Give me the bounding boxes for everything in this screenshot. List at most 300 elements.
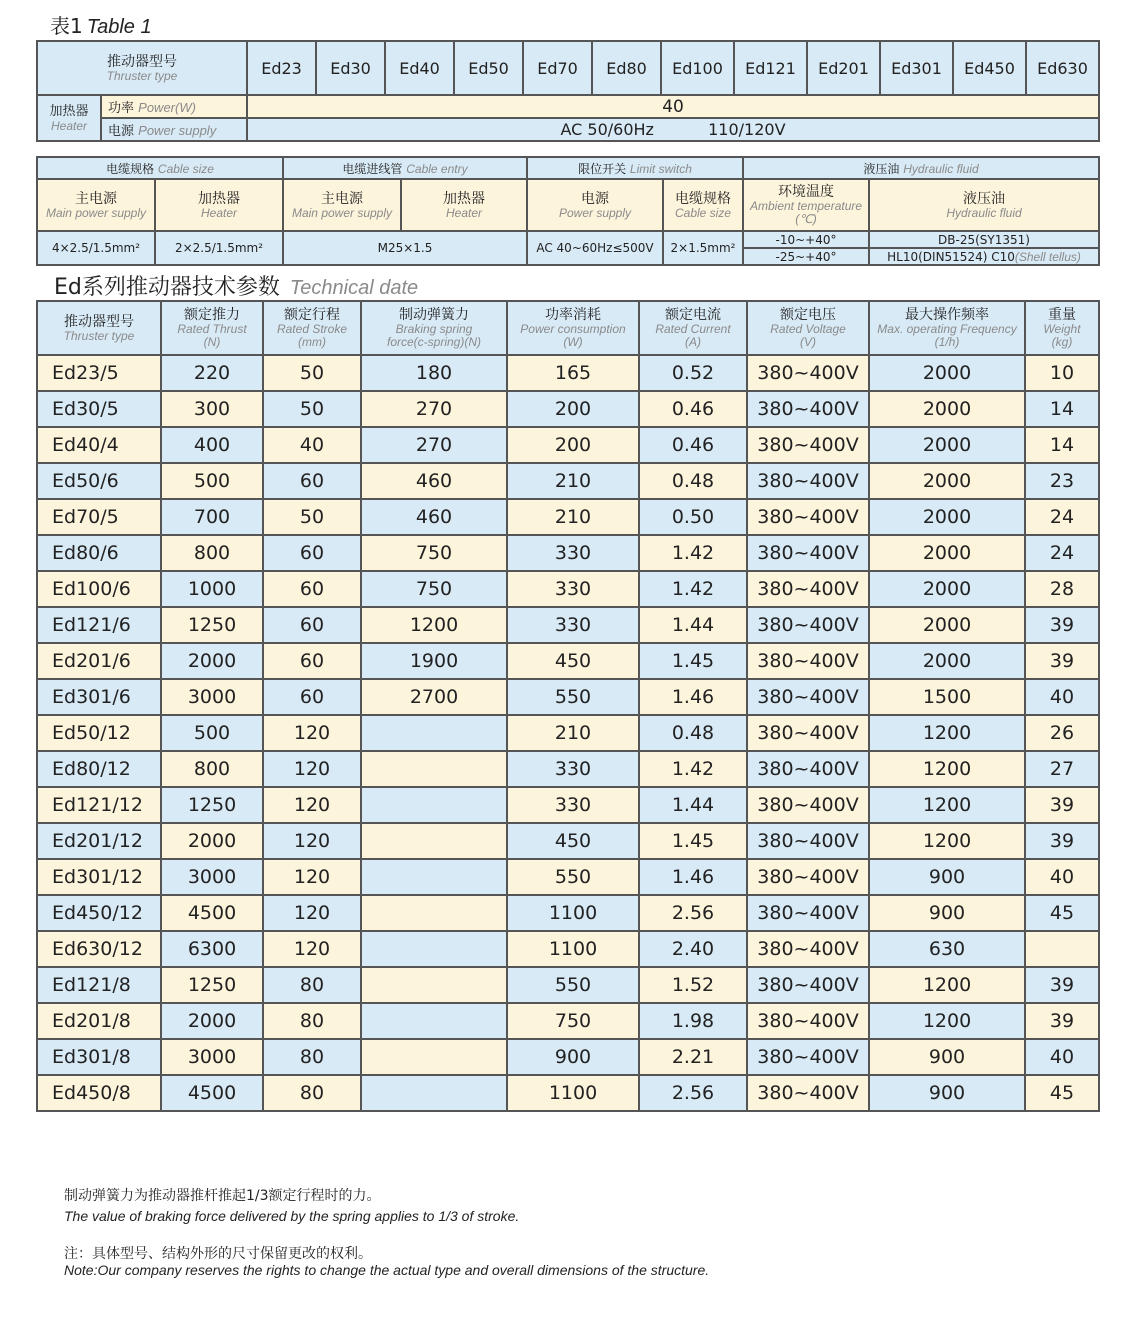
- tech-value-cell: 200: [507, 391, 639, 427]
- tech-value-cell: 80: [263, 1039, 361, 1075]
- tech-value-cell: 1000: [161, 571, 263, 607]
- tech-value-cell: 900: [869, 1039, 1025, 1075]
- tech-value-cell: 400: [161, 427, 263, 463]
- supply-value: [247, 118, 1099, 141]
- tech-header-en: Power consumption: [520, 322, 626, 336]
- tech-value-cell: [361, 895, 507, 931]
- tech-value-cell: 80: [263, 1003, 361, 1039]
- tech-value-cell: [361, 823, 507, 859]
- tech-value-cell: 50: [263, 391, 361, 427]
- model-name-cell: Ed450/8: [37, 1075, 161, 1111]
- tech-value-cell: 2700: [361, 679, 507, 715]
- tech-table-row: [37, 1075, 1099, 1111]
- tech-value-cell: 380~400V: [747, 967, 869, 1003]
- tech-value-cell: 3000: [161, 859, 263, 895]
- tech-value-cell: 380~400V: [747, 715, 869, 751]
- tech-value-cell: 1.42: [639, 751, 747, 787]
- tech-header-zh: 重量: [1048, 307, 1076, 323]
- tech-value-cell: 380~400V: [747, 1003, 869, 1039]
- tech-value-cell: 24: [1025, 535, 1099, 571]
- table1-title-en: Table 1: [86, 16, 152, 38]
- main-power2-zh: 主电源: [321, 190, 363, 207]
- tech-header-en: Thruster type: [63, 328, 135, 343]
- tech-header-en: Max. operating Frequency: [877, 322, 1017, 336]
- model-name-cell: Ed301/8: [37, 1039, 161, 1075]
- tech-value-cell: 27: [1025, 751, 1099, 787]
- tech-header-cell: [507, 301, 639, 355]
- tech-value-cell: 1.42: [639, 535, 747, 571]
- tech-value-cell: 1200: [869, 787, 1025, 823]
- tech-value-cell: 0.46: [639, 391, 747, 427]
- tech-value-cell: 2000: [161, 643, 263, 679]
- model-name-cell: Ed70/5: [37, 499, 161, 535]
- tech-value-cell: 210: [507, 463, 639, 499]
- tech-value-cell: 39: [1025, 607, 1099, 643]
- tech-value-cell: 380~400V: [747, 535, 869, 571]
- tech-table-row: [37, 751, 1099, 787]
- tech-header-unit: force(c-spring)(N): [386, 335, 481, 349]
- tech-value-cell: [361, 1075, 507, 1111]
- tech-table-row: [37, 895, 1099, 931]
- tech-value-cell: 120: [263, 895, 361, 931]
- tech-value-cell: 2000: [869, 643, 1025, 679]
- tech-value-cell: 4500: [161, 895, 263, 931]
- tech-value-cell: 2000: [869, 427, 1025, 463]
- heater-label: [37, 95, 101, 141]
- main-power-header: [37, 179, 155, 231]
- tech-header-zh: 功率消耗: [545, 307, 601, 323]
- cable-size-zh: 电缆规格: [106, 161, 155, 176]
- fluid-header: [869, 179, 1099, 231]
- tech-value-cell: 1200: [869, 751, 1025, 787]
- tech-value-cell: 1.45: [639, 823, 747, 859]
- tech-value-cell: 120: [263, 787, 361, 823]
- tech-value-cell: 1250: [161, 607, 263, 643]
- main-power-en: Main power supply: [45, 205, 147, 220]
- temp-value-2: -25~+40°: [743, 248, 869, 265]
- tech-value-cell: 40: [1025, 859, 1099, 895]
- tech-value-cell: 2.56: [639, 1075, 747, 1111]
- heater-zh: 加热器: [49, 103, 89, 119]
- tech-value-cell: 180: [361, 355, 507, 391]
- tech-value-cell: 4500: [161, 1075, 263, 1111]
- tech-value-cell: 1200: [869, 823, 1025, 859]
- tech-table-row: [37, 967, 1099, 1003]
- model-name-cell: Ed30/5: [37, 391, 161, 427]
- limit-switch-group: [527, 157, 743, 179]
- tech-value-cell: 1.46: [639, 859, 747, 895]
- tech-table-row: [37, 859, 1099, 895]
- tech-value-cell: 270: [361, 427, 507, 463]
- tech-table-row: [37, 1039, 1099, 1075]
- tech-header-unit: (1/h): [934, 335, 960, 349]
- tech-value-cell: 2.21: [639, 1039, 747, 1075]
- tech-header-en: Weight: [1043, 322, 1081, 336]
- tech-header-en: Rated Voltage: [770, 322, 846, 336]
- ambient-unit: (℃): [795, 212, 817, 226]
- tech-table-row: [37, 427, 1099, 463]
- model-cell: Ed50: [454, 41, 523, 95]
- accessories-table: [36, 156, 1100, 266]
- tech-value-cell: 2000: [869, 355, 1025, 391]
- ambient-zh: 环境温度: [778, 184, 835, 200]
- tech-value-cell: 0.46: [639, 427, 747, 463]
- tech-value-cell: 0.52: [639, 355, 747, 391]
- tech-value-cell: 550: [507, 967, 639, 1003]
- model-name-cell: Ed121/6: [37, 607, 161, 643]
- tech-value-cell: 800: [161, 751, 263, 787]
- tech-value-cell: 460: [361, 499, 507, 535]
- tech-table-row: [37, 643, 1099, 679]
- tech-value-cell: 1250: [161, 787, 263, 823]
- tech-value-cell: 1200: [361, 607, 507, 643]
- tech-header-cell: [263, 301, 361, 355]
- limit-switch-zh: 限位开关: [578, 161, 627, 176]
- tech-value-cell: [361, 859, 507, 895]
- tech-value-cell: 40: [1025, 1039, 1099, 1075]
- tech-value-cell: 14: [1025, 391, 1099, 427]
- tech-value-cell: 45: [1025, 895, 1099, 931]
- tech-value-cell: 750: [507, 1003, 639, 1039]
- cable-entry-value: M25×1.5: [283, 231, 527, 265]
- tech-value-cell: 39: [1025, 823, 1099, 859]
- tech-value-cell: 39: [1025, 967, 1099, 1003]
- tech-header-zh: 额定行程: [284, 307, 340, 323]
- model-cell: Ed30: [316, 41, 385, 95]
- tech-value-cell: 450: [507, 823, 639, 859]
- model-name-cell: Ed301/12: [37, 859, 161, 895]
- tech-value-cell: [1025, 931, 1099, 967]
- tech-value-cell: 1100: [507, 895, 639, 931]
- tech-value-cell: 120: [263, 859, 361, 895]
- tech-value-cell: 630: [869, 931, 1025, 967]
- tech-value-cell: 380~400V: [747, 751, 869, 787]
- tech-value-cell: 1.46: [639, 679, 747, 715]
- tech-value-cell: 2000: [161, 823, 263, 859]
- tech-header-unit: (A): [685, 335, 701, 349]
- tech-value-cell: 6300: [161, 931, 263, 967]
- model-name-cell: Ed121/12: [37, 787, 161, 823]
- tech-value-cell: 60: [263, 607, 361, 643]
- tech-value-cell: 380~400V: [747, 427, 869, 463]
- power-supply-header: [527, 179, 663, 231]
- tech-value-cell: 460: [361, 463, 507, 499]
- tech-value-cell: 39: [1025, 1003, 1099, 1039]
- tech-value-cell: 380~400V: [747, 823, 869, 859]
- tech-value-cell: 2.40: [639, 931, 747, 967]
- tech-value-cell: 165: [507, 355, 639, 391]
- tech-header-zh: 额定电流: [665, 307, 721, 323]
- tech-value-cell: 550: [507, 679, 639, 715]
- tech-value-cell: 2000: [869, 499, 1025, 535]
- tech-table-row: [37, 355, 1099, 391]
- supply-label: [101, 118, 247, 141]
- tech-value-cell: 330: [507, 571, 639, 607]
- ambient-en: Ambient temperature: [749, 199, 863, 213]
- tech-value-cell: 330: [507, 787, 639, 823]
- power-zh: 功率: [108, 101, 135, 116]
- tech-value-cell: 0.48: [639, 463, 747, 499]
- tech-value-cell: 1.98: [639, 1003, 747, 1039]
- tech-header-unit: (W): [563, 335, 583, 349]
- tech-table-row: [37, 535, 1099, 571]
- tech-value-cell: 1500: [869, 679, 1025, 715]
- tech-value-cell: 39: [1025, 643, 1099, 679]
- cable-size-header: [663, 179, 743, 231]
- tech-value-cell: 50: [263, 499, 361, 535]
- tech-header-en: Rated Thrust: [177, 322, 247, 336]
- tech-value-cell: 0.50: [639, 499, 747, 535]
- tech-header-en: Rated Stroke: [276, 322, 348, 336]
- tech-value-cell: 3000: [161, 679, 263, 715]
- tech-value-cell: 14: [1025, 427, 1099, 463]
- thruster-type-en: Thruster type: [106, 68, 178, 83]
- tech-value-cell: 270: [361, 391, 507, 427]
- tech-header-cell: [37, 301, 161, 355]
- temp-value-1: -10~+40°: [743, 231, 869, 248]
- fluid-value-2-note: (Shell tellus): [1014, 249, 1081, 264]
- model-cell: Ed630: [1026, 41, 1099, 95]
- tech-table-title: [54, 270, 418, 301]
- tech-table-row: [37, 571, 1099, 607]
- supply-value-2: 110/120V: [708, 120, 786, 139]
- tech-value-cell: 750: [361, 571, 507, 607]
- tech-table-row: [37, 1003, 1099, 1039]
- tech-value-cell: 2000: [869, 607, 1025, 643]
- tech-value-cell: 120: [263, 823, 361, 859]
- model-name-cell: Ed201/12: [37, 823, 161, 859]
- tech-table-row: [37, 823, 1099, 859]
- tech-value-cell: 380~400V: [747, 391, 869, 427]
- tech-value-cell: [361, 1003, 507, 1039]
- tech-value-cell: 23: [1025, 463, 1099, 499]
- tech-value-cell: 750: [361, 535, 507, 571]
- cable-entry-group: [283, 157, 527, 179]
- tech-value-cell: 120: [263, 751, 361, 787]
- tech-value-cell: 2000: [869, 535, 1025, 571]
- fluid-value-2-main: HL10(DIN51524) C10: [887, 249, 1015, 264]
- model-cell: Ed23: [247, 41, 316, 95]
- tech-value-cell: 40: [1025, 679, 1099, 715]
- cable-size-group: [37, 157, 283, 179]
- power-value: 40: [247, 95, 1099, 118]
- tech-value-cell: 1.44: [639, 607, 747, 643]
- tech-value-cell: [361, 967, 507, 1003]
- ambient-header: [743, 179, 869, 231]
- tech-table-row: [37, 463, 1099, 499]
- tech-value-cell: 1100: [507, 1075, 639, 1111]
- main-power2-header: [283, 179, 401, 231]
- tech-value-cell: 60: [263, 679, 361, 715]
- tech-value-cell: 380~400V: [747, 571, 869, 607]
- note-1-en: The value of braking force delivered by the spring applies to 1/3 of stroke.: [64, 1208, 520, 1224]
- tech-header-en: Rated Current: [655, 322, 731, 336]
- model-name-cell: Ed50/6: [37, 463, 161, 499]
- tech-header-zh: 额定推力: [184, 307, 240, 323]
- hydraulic-zh: 液压油: [863, 161, 900, 176]
- heater-value: 2×2.5/1.5mm²: [155, 231, 283, 265]
- tech-header-zh: 制动弹簧力: [399, 307, 469, 323]
- tech-header-zh: 额定电压: [780, 307, 836, 323]
- tech-header-unit: (V): [800, 335, 816, 349]
- tech-table-row: [37, 391, 1099, 427]
- tech-value-cell: 900: [869, 859, 1025, 895]
- tech-value-cell: 0.48: [639, 715, 747, 751]
- tech-value-cell: 120: [263, 715, 361, 751]
- tech-value-cell: 2000: [161, 1003, 263, 1039]
- tech-value-cell: 50: [263, 355, 361, 391]
- tech-value-cell: 24: [1025, 499, 1099, 535]
- tech-value-cell: 60: [263, 643, 361, 679]
- table1-title-zh: 表1: [50, 14, 83, 38]
- tech-value-cell: 900: [869, 895, 1025, 931]
- tech-header-row: [37, 301, 1099, 355]
- tech-value-cell: 2000: [869, 391, 1025, 427]
- model-name-cell: Ed50/12: [37, 715, 161, 751]
- tech-header-cell: [869, 301, 1025, 355]
- cable-entry-en: Cable entry: [406, 161, 468, 176]
- tech-header-cell: [1025, 301, 1099, 355]
- tech-table-row: [37, 787, 1099, 823]
- model-name-cell: Ed201/6: [37, 643, 161, 679]
- fluid-zh: 液压油: [963, 190, 1006, 207]
- tech-value-cell: 330: [507, 535, 639, 571]
- tech-value-cell: 1200: [869, 715, 1025, 751]
- tech-title-en: Technical date: [289, 277, 419, 299]
- tech-value-cell: 10: [1025, 355, 1099, 391]
- hydraulic-en: Hydraulic fluid: [903, 161, 979, 176]
- tech-value-cell: 1.44: [639, 787, 747, 823]
- fluid-en: Hydraulic fluid: [946, 205, 1022, 220]
- model-name-cell: Ed121/8: [37, 967, 161, 1003]
- tech-value-cell: 39: [1025, 787, 1099, 823]
- tech-value-cell: 80: [263, 1075, 361, 1111]
- power-en: Power(W): [138, 100, 196, 115]
- thruster-type-header: [37, 41, 247, 95]
- cable-entry-zh: 电缆进线管: [342, 161, 403, 176]
- power-en: Power supply: [558, 205, 632, 220]
- supply-en: Power supply: [138, 123, 217, 138]
- tech-value-cell: 80: [263, 967, 361, 1003]
- model-cell: Ed450: [953, 41, 1026, 95]
- main-power-zh: 主电源: [75, 190, 117, 207]
- note-2-zh: 注：具体型号、结构外形的尺寸保留更改的权利。: [64, 1246, 372, 1262]
- tech-header-zh: 推动器型号: [64, 313, 134, 330]
- tech-value-cell: 1.52: [639, 967, 747, 1003]
- tech-value-cell: 380~400V: [747, 643, 869, 679]
- tech-value-cell: 450: [507, 643, 639, 679]
- tech-value-cell: 28: [1025, 571, 1099, 607]
- tech-value-cell: 380~400V: [747, 1039, 869, 1075]
- tech-title-zh: Ed系列推动器技术参数: [54, 275, 280, 300]
- tech-value-cell: 1.42: [639, 571, 747, 607]
- tech-value-cell: 220: [161, 355, 263, 391]
- tech-header-unit: (N): [203, 335, 221, 349]
- tech-value-cell: 45: [1025, 1075, 1099, 1111]
- model-name-cell: Ed201/8: [37, 1003, 161, 1039]
- tech-value-cell: 1200: [869, 967, 1025, 1003]
- tech-value-cell: 550: [507, 859, 639, 895]
- tech-table-row: [37, 607, 1099, 643]
- model-cell: Ed70: [523, 41, 592, 95]
- tech-value-cell: 380~400V: [747, 355, 869, 391]
- cable2-en: Cable size: [674, 205, 732, 220]
- tech-value-cell: 120: [263, 931, 361, 967]
- tech-value-cell: 380~400V: [747, 895, 869, 931]
- model-name-cell: Ed301/6: [37, 679, 161, 715]
- tech-value-cell: 380~400V: [747, 859, 869, 895]
- model-cell: Ed40: [385, 41, 454, 95]
- tech-header-cell: [639, 301, 747, 355]
- tech-value-cell: 380~400V: [747, 499, 869, 535]
- tech-value-cell: 1100: [507, 931, 639, 967]
- tech-header-unit: (mm): [298, 335, 326, 349]
- tech-value-cell: 60: [263, 463, 361, 499]
- tech-value-cell: 900: [507, 1039, 639, 1075]
- tech-table-row: [37, 499, 1099, 535]
- power-label: [101, 95, 247, 118]
- tech-value-cell: 380~400V: [747, 1075, 869, 1111]
- tech-header-zh: 最大操作频率: [905, 307, 989, 323]
- tech-value-cell: 1900: [361, 643, 507, 679]
- tech-table-row: [37, 715, 1099, 751]
- tech-value-cell: 1250: [161, 967, 263, 1003]
- tech-value-cell: 900: [869, 1075, 1025, 1111]
- tech-value-cell: 380~400V: [747, 607, 869, 643]
- tech-table-row: [37, 679, 1099, 715]
- tech-value-cell: 380~400V: [747, 679, 869, 715]
- tech-value-cell: 800: [161, 535, 263, 571]
- main-power-value: 4×2.5/1.5mm²: [37, 231, 155, 265]
- power-value: AC 40~60Hz≤500V: [527, 231, 663, 265]
- tech-value-cell: 2.56: [639, 895, 747, 931]
- model-cell: Ed80: [592, 41, 661, 95]
- tech-value-cell: 40: [263, 427, 361, 463]
- tech-value-cell: [361, 931, 507, 967]
- tech-value-cell: 380~400V: [747, 787, 869, 823]
- table1-title: [50, 10, 152, 39]
- model-name-cell: Ed450/12: [37, 895, 161, 931]
- tech-value-cell: 60: [263, 571, 361, 607]
- model-cell: Ed301: [880, 41, 953, 95]
- heater-header: [155, 179, 283, 231]
- tech-value-cell: 300: [161, 391, 263, 427]
- tech-value-cell: 330: [507, 751, 639, 787]
- model-cell: Ed121: [734, 41, 807, 95]
- hydraulic-group: [743, 157, 1099, 179]
- tech-value-cell: 60: [263, 535, 361, 571]
- note-2-en: Note:Our company reserves the rights to change the actual type and overall dimensions of the structure.: [64, 1262, 710, 1278]
- tech-value-cell: 200: [507, 427, 639, 463]
- tech-value-cell: 3000: [161, 1039, 263, 1075]
- tech-header-en: Braking spring: [395, 322, 473, 336]
- model-cell: Ed201: [807, 41, 880, 95]
- supply-value-1: AC 50/60Hz: [560, 120, 654, 139]
- tech-table-row: [37, 931, 1099, 967]
- heater-en: Heater: [200, 205, 238, 220]
- fluid-value-2: [869, 248, 1099, 265]
- tech-header-cell: [361, 301, 507, 355]
- supply-zh: 电源: [108, 124, 135, 139]
- tech-value-cell: 380~400V: [747, 463, 869, 499]
- tech-value-cell: [361, 751, 507, 787]
- model-cell: Ed100: [661, 41, 734, 95]
- model-name-cell: Ed80/12: [37, 751, 161, 787]
- main-power2-en: Main power supply: [291, 205, 393, 220]
- limit-switch-en: Limit switch: [629, 161, 692, 176]
- model-name-cell: Ed80/6: [37, 535, 161, 571]
- tech-value-cell: 500: [161, 463, 263, 499]
